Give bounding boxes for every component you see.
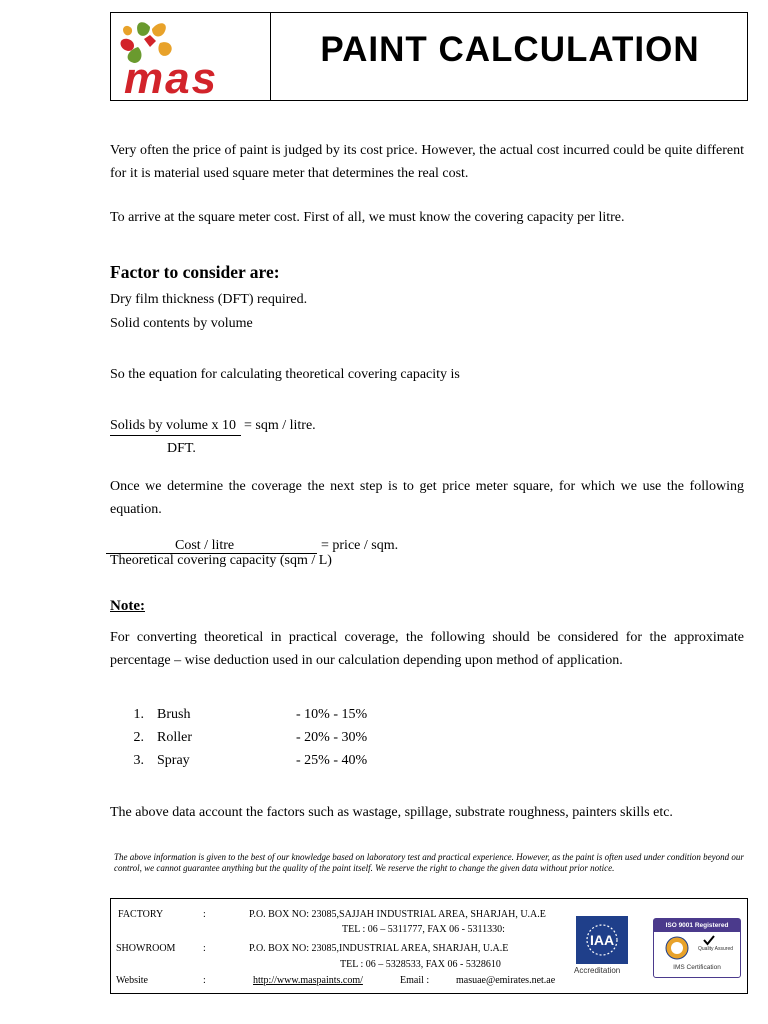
list-item-method: Brush [157,707,191,722]
quality-assured-text: Quality Assured [698,946,734,952]
leaf-logo-icon [116,17,266,97]
eq2-result: = price / sqm. [321,538,399,553]
equation-intro: So the equation for calculating theoretical covering capacity is [110,367,460,382]
list-item-method: Spray [157,753,190,768]
disclaimer: The above information is given to the best of our knowledge based on laboratory test and practical experience. However, as the paint is often used under condition beyond our control, we cannot guarantee anything but the quality of the paint itself. We reserve the right to change the given data without prior notice. [114,852,744,873]
ims-certification-text: IMS Certification [673,964,721,971]
iso-badge-title: ISO 9001 Registered [654,919,740,932]
eq2-denominator: Theoretical covering capacity (sqm / L) [110,553,332,568]
factor-item: Dry film thickness (DFT) required. [110,292,308,307]
showroom-tel: TEL : 06 – 5328533, FAX 06 - 5328610 [340,959,501,970]
eq1-numerator: Solids by volume x 10 [110,418,237,433]
company-logo [116,17,266,97]
eq2-numerator: Cost / litre [175,538,235,553]
list-item-range: - 25% - 40% [296,753,368,768]
factory-tel: TEL : 06 – 5311777, FAX 06 - 5311330: [342,924,505,935]
note-paragraph: For converting theoretical in practical coverage, the following should be considered for the approximate percentage – wise deduction used in our calculation depending upon method of application. [110,630,744,668]
factory-address: P.O. BOX NO: 23085,SAJJAH INDUSTRIAL AREA, SHARJAH, U.A.E [249,909,546,920]
website-link[interactable]: http://www.maspaints.com/ [253,975,363,986]
iso-certification-badge [653,918,741,978]
list-item-range: - 10% - 15% [296,707,368,722]
intro-paragraph: Very often the price of paint is judged by its cost price. However, the actual cost incurred could be quite different for it is material used square meter that determines the real cost. [110,143,744,181]
website-label: Website [116,975,148,986]
factory-colon: : [203,909,206,920]
accreditation-text: Accreditation [574,966,621,975]
website-colon: : [203,975,206,986]
page-title: PAINT CALCULATION [320,30,700,69]
list-item-number: 1. [133,707,144,722]
logo-text: mas [124,54,219,97]
factor-heading: Factor to consider are: [110,262,280,282]
note-label: Note: [110,598,145,614]
eq1-denominator: DFT. [167,441,196,456]
closing-paragraph: The above data account the factors such as wastage, spillage, substrate roughness, painters skills etc. [110,805,673,820]
list-item-method: Roller [157,730,192,745]
coverage-paragraph: Once we determine the coverage the next step is to get price meter square, for which we use the following equation. [110,479,744,517]
eq1-fraction-bar [110,435,241,436]
iaa-text: IAA [589,932,615,948]
email-label: Email : [400,975,430,986]
checkmark-icon [702,934,716,946]
list-item-number: 2. [133,730,144,745]
list-item-number: 3. [133,753,144,768]
list-item-range: - 20% - 30% [296,730,368,745]
showroom-label: SHOWROOM [116,943,176,954]
globe-seal-icon [664,935,690,961]
email-address: masuae@emirates.net.ae [456,975,556,986]
factory-label: FACTORY [118,909,164,920]
showroom-address: P.O. BOX NO: 23085,INDUSTRIAL AREA, SHARJAH, U.A.E [249,943,509,954]
showroom-colon: : [203,943,206,954]
square-meter-paragraph: To arrive at the square meter cost. First of all, we must know the covering capacity per litre. [110,210,625,225]
header-divider [270,12,271,101]
iaa-accreditation-logo [576,916,632,978]
factor-item: Solid contents by volume [110,316,253,331]
iaa-badge-icon [576,916,628,964]
eq1-result: = sqm / litre. [244,418,316,433]
